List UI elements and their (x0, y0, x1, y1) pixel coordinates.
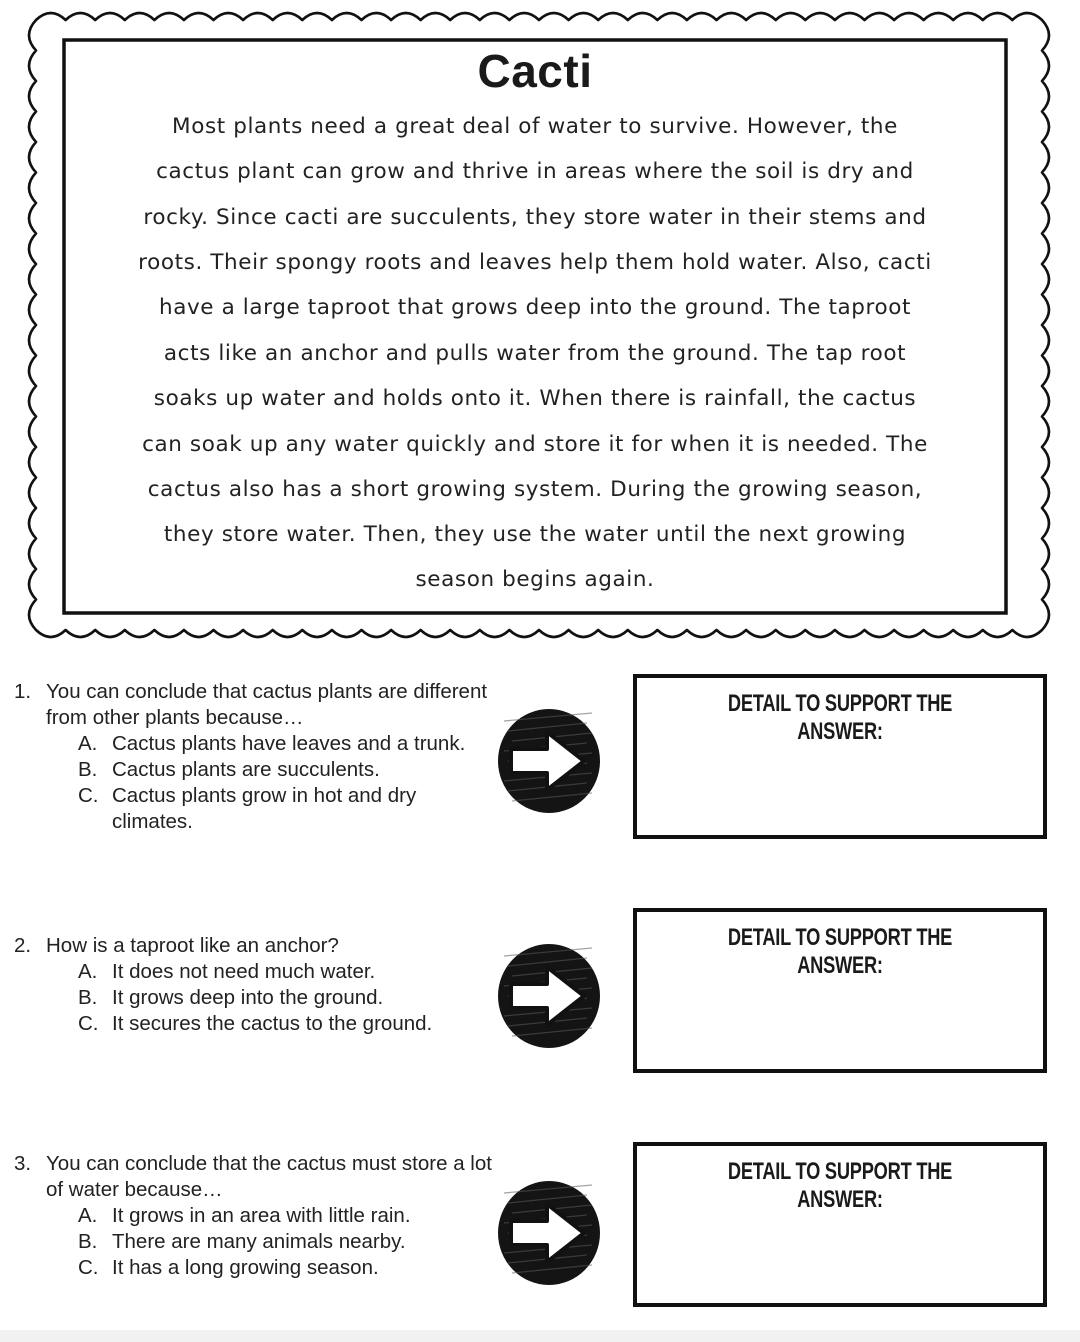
answer-choice-b[interactable] (14, 1229, 494, 1255)
choice-letter: B. (78, 758, 98, 781)
choice-letter: C. (78, 784, 99, 807)
question-3 (14, 1151, 494, 1281)
choice-text: It does not need much water. (112, 960, 376, 983)
answer-choice-a[interactable] (14, 1203, 494, 1229)
question-number: 3. (14, 1152, 32, 1175)
detail-heading: DETAIL TO SUPPORT THE ANSWER: (727, 690, 953, 745)
passage-line: Most plants need a great deal of water to survive. However, the (172, 114, 898, 139)
detail-heading: DETAIL TO SUPPORT THE ANSWER: (727, 924, 953, 979)
answer-choice-c[interactable] (14, 1255, 494, 1281)
passage-line: they store water. Then, they use the water until the next growing (163, 522, 907, 547)
question-number: 1. (14, 680, 32, 703)
passage-line: roots. Their spongy roots and leaves help them hold water. Also, cacti (138, 250, 932, 275)
choice-letter: B. (78, 1230, 98, 1253)
detail-answer-box-2[interactable] (633, 908, 1047, 1073)
answer-choice-b[interactable] (14, 757, 494, 783)
passage-line: cactus also has a short growing system. During the growing season, (147, 477, 923, 502)
question-1 (14, 679, 494, 835)
passage-line: soaks up water and holds onto it. When there is rainfall, the cactus (153, 386, 917, 411)
right-arrow-circle-icon (494, 940, 604, 1052)
right-arrow-circle-icon (494, 705, 604, 817)
question-text: How is a taproot like an anchor? (46, 934, 339, 957)
answer-choice-a[interactable] (14, 959, 494, 985)
page-bottom-edge (0, 1330, 1080, 1342)
question-text: You can conclude that cactus plants are different from other plants because… (46, 680, 488, 729)
passage-title: Cacti (477, 45, 593, 97)
choice-text: It has a long growing season. (112, 1256, 379, 1279)
answer-choice-b[interactable] (14, 985, 494, 1011)
choice-text: There are many animals nearby. (112, 1230, 406, 1253)
choice-letter: C. (78, 1256, 99, 1279)
choice-text: It secures the cactus to the ground. (112, 1012, 433, 1035)
choice-text: Cactus plants grow in hot and dry climates. (112, 784, 417, 833)
detail-answer-box-3[interactable] (633, 1142, 1047, 1307)
passage-line: rocky. Since cacti are succulents, they store water in their stems and (143, 205, 927, 230)
choice-letter: A. (78, 1204, 98, 1227)
question-text: You can conclude that the cactus must store a lot of water because… (46, 1152, 492, 1201)
choice-text: Cactus plants are succulents. (112, 758, 380, 781)
choice-letter: A. (78, 732, 98, 755)
choice-letter: C. (78, 1012, 99, 1035)
passage-line: have a large taproot that grows deep into the ground. The taproot (158, 295, 912, 320)
choice-text: It grows deep into the ground. (112, 986, 384, 1009)
answer-choice-c[interactable] (14, 1011, 494, 1037)
detail-heading: DETAIL TO SUPPORT THE ANSWER: (727, 1158, 953, 1213)
choice-letter: B. (78, 986, 98, 1009)
right-arrow-circle-icon (494, 1177, 604, 1289)
passage-line: acts like an anchor and pulls water from the ground. The tap root (163, 341, 907, 366)
choice-text: Cactus plants have leaves and a trunk. (112, 732, 466, 755)
question-2 (14, 933, 494, 1037)
answer-choice-c[interactable] (14, 783, 494, 835)
answer-choice-a[interactable] (14, 731, 494, 757)
passage-line: can soak up any water quickly and store it for when it is needed. The (142, 432, 928, 457)
choice-letter: A. (78, 960, 98, 983)
passage-line: season begins again. (415, 567, 655, 592)
question-number: 2. (14, 934, 32, 957)
detail-answer-box-1[interactable] (633, 674, 1047, 839)
passage-line: cactus plant can grow and thrive in areas where the soil is dry and (156, 159, 914, 184)
choice-text: It grows in an area with little rain. (112, 1204, 411, 1227)
